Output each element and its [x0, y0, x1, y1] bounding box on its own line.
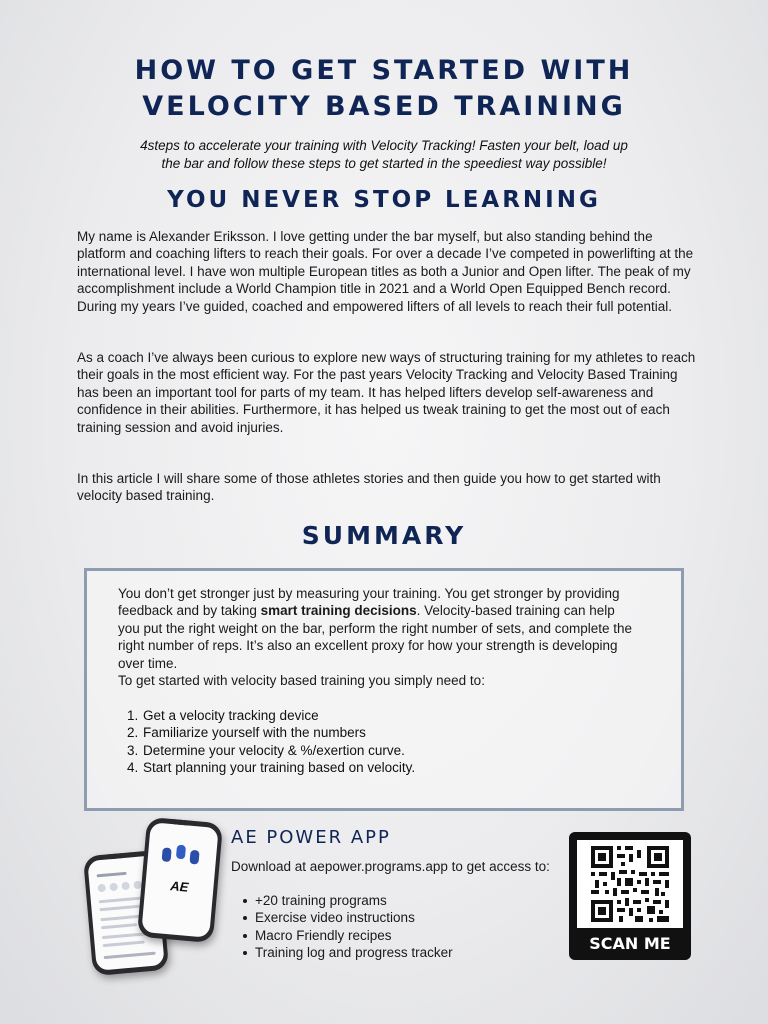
summary-box: [84, 568, 684, 811]
feature-item: Exercise video instructions: [243, 909, 453, 926]
step-item: [127, 759, 647, 776]
step-number: 4.: [127, 760, 139, 776]
qr-code-icon: [591, 846, 669, 922]
step-number: 1.: [127, 708, 139, 723]
app-features-list: [243, 892, 453, 962]
page-subtitle: [60, 137, 708, 173]
app-description: Download at aepower.programs.app to get access to:: [231, 859, 550, 874]
summary-heading: SUMMARY: [301, 521, 467, 550]
page-title-line2: VELOCITY BASED TRAINING: [142, 91, 626, 122]
app-title: AE POWER APP: [231, 827, 391, 848]
phone-screen: [141, 822, 218, 938]
summary-text-after: . Velocity-based training can help you put the right weight on the bar, perform the right number of sets, and complete the right number of reps. It’s also an excellent proxy for how your strength is developing over time.: [118, 603, 633, 671]
step-item: [127, 742, 647, 759]
page-title: [0, 53, 768, 125]
step-text: Get a velocity tracking device: [143, 708, 319, 723]
page-title-line1: HOW TO GET STARTED WITH: [134, 55, 634, 86]
feature-item: Training log and progress tracker: [243, 944, 453, 961]
steps-list: [127, 707, 647, 777]
learning-heading: YOU NEVER STOP LEARNING: [167, 187, 601, 213]
app-logo: AE: [169, 878, 190, 895]
step-number: 2.: [127, 725, 139, 741]
summary-text: [118, 585, 638, 689]
qr-code[interactable]: [577, 840, 683, 928]
learning-paragraph-2: As a coach I’ve always been curious to explore new ways of structuring training for my athletes to reach their goals in the most efficient way. For the past years Velocity Tracking and Velocity Based Training has been an important tool for parts of my team. It has helped lifters develop self-awareness and confidence in their abilities. Furthermore, it has helped us tweak training to get the most out of each training session and avoid injuries.: [77, 350, 696, 435]
summary-text-before: You don’t get stronger just by measuring your training. You get stronger by providing feedback and by taking: [118, 586, 620, 619]
subtitle-line2: the bar and follow these steps to get started in the speediest way possible!: [161, 156, 607, 171]
feature-item: Macro Friendly recipes: [243, 927, 453, 944]
learning-paragraph-1: My name is Alexander Eriksson. I love getting under the bar myself, but also standing behind the platform and coaching lifters to reach their goals. For over a decade I’ve competed in powerlifting at the international level. I have won multiple European titles as both a Junior and Open lifter. The peak of my accomplishment include a World Champion title in 2021 and a World Open Equipped Bench record. During my years I’ve guided, coached and empowered lifters of all levels to reach their full potential.: [77, 229, 694, 314]
step-text: Familiarize yourself with the numbers: [143, 725, 366, 741]
step-item: [127, 707, 647, 724]
subtitle-line1: 4steps to accelerate your training with Velocity Tracking! Fasten your belt, load up: [140, 138, 628, 153]
feature-item: +20 training programs: [243, 892, 453, 909]
step-number: 3.: [127, 742, 139, 758]
summary-intro: To get started with velocity based training you simply need to:: [118, 673, 485, 689]
step-text: Start planning your training based on velocity.: [143, 760, 416, 776]
step-text: Determine your velocity & %/exertion curve.: [143, 742, 405, 758]
step-item: [127, 724, 647, 741]
qr-code-card[interactable]: [569, 832, 691, 960]
summary-text-bold: smart training decisions: [260, 603, 417, 619]
scan-me-label: SCAN ME: [589, 934, 671, 953]
learning-paragraph-3: In this article I will share some of those athletes stories and then guide you how to get started with velocity based training.: [77, 471, 661, 504]
phone-mockup-logo-screen: [137, 817, 223, 943]
